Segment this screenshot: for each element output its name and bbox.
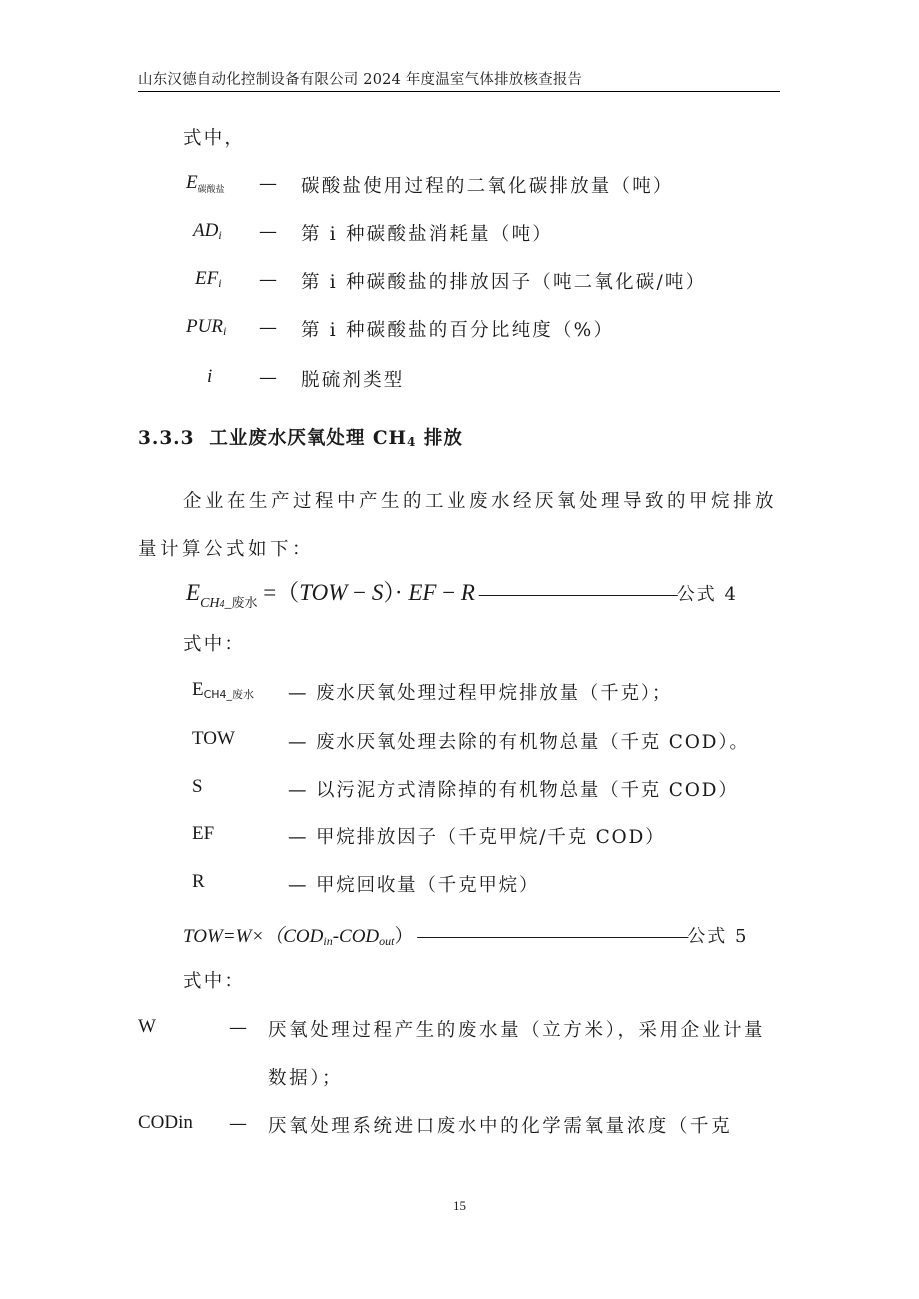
def3-desc-cont: 数据）； bbox=[268, 1068, 344, 1089]
def-symbol-i: i bbox=[207, 366, 213, 387]
formula-4-label: 公式 4 bbox=[676, 584, 738, 605]
def3-symbol-w: W bbox=[138, 1016, 156, 1037]
def3-desc: 厌氧处理系统进口废水中的化学需氧量浓度（千克 bbox=[268, 1116, 733, 1137]
section-heading bbox=[138, 424, 463, 450]
where-label-3: 式中： bbox=[183, 971, 246, 992]
def-desc: 碳酸盐使用过程的二氧化碳排放量（吨） bbox=[301, 176, 674, 197]
def2-symbol-ef: EF bbox=[192, 823, 215, 844]
def2-desc: — 废水厌氧处理过程甲烷排放量（千克）； bbox=[288, 683, 673, 704]
def3-dash: — bbox=[229, 1017, 247, 1038]
page-number: 15 bbox=[453, 1198, 466, 1213]
where-label-2: 式中： bbox=[183, 634, 246, 655]
def-symbol-e-carbonate: $E_{碳酸盐}$ bbox=[186, 172, 225, 194]
paragraph-line-1: 企业在生产过程中产生的工业废水经厌氧处理导致的甲烷排放 bbox=[183, 491, 778, 512]
def2-symbol-tow: TOW bbox=[192, 728, 235, 749]
paragraph-line-2: 量计算公式如下： bbox=[138, 539, 315, 560]
formula-4: $E_{CH4\_废水} =(TOW - S)\cdot$ EF − R ———————————公式 4 bbox=[186, 580, 738, 611]
section-number: 3.3.3 bbox=[138, 428, 195, 449]
formula-5-label: 公式 5 bbox=[687, 926, 749, 947]
def-desc: 第 i 种碳酸盐的百分比纯度（%） bbox=[301, 320, 615, 341]
def-desc: 第 i 种碳酸盐消耗量（吨） bbox=[301, 224, 553, 245]
def-symbol-ef: $EF_i$ bbox=[195, 268, 222, 290]
page-header: 山东汉德自动化控制设备有限公司 2024 年度温室气体排放核查报告 bbox=[138, 72, 583, 88]
def-dash: — bbox=[259, 367, 277, 388]
def2-desc: — 废水厌氧处理去除的有机物总量（千克 COD）。 bbox=[288, 732, 750, 753]
def2-desc: — 以污泥方式清除掉的有机物总量（千克 COD） bbox=[288, 780, 739, 801]
def2-symbol-e: $E_{CH4\_废水}$ bbox=[192, 679, 255, 701]
formula-5: TOW=W×（CODin-CODout） ———————————————公式 5 bbox=[183, 926, 749, 948]
section-title-suffix: 排放 bbox=[416, 428, 463, 449]
def3-dash: — bbox=[229, 1113, 247, 1134]
def3-desc: 厌氧处理过程产生的废水量（立方米），采用企业计量 bbox=[268, 1020, 766, 1041]
def-dash: — bbox=[259, 269, 277, 290]
def-dash: — bbox=[259, 221, 277, 242]
def2-symbol-r: R bbox=[192, 871, 205, 892]
header-rule bbox=[138, 91, 780, 92]
def2-desc: — 甲烷回收量（千克甲烷） bbox=[288, 875, 540, 896]
def-desc: 第 i 种碳酸盐的排放因子（吨二氧化碳/吨） bbox=[301, 272, 707, 293]
section-title: 工业废水厌氧处理 CH bbox=[209, 428, 408, 449]
where-label-1: 式中， bbox=[183, 128, 246, 149]
def2-desc: — 甲烷排放因子（千克甲烷/千克 COD） bbox=[288, 827, 666, 848]
formula-4-lhs: E bbox=[186, 580, 201, 605]
def2-symbol-s: S bbox=[192, 776, 203, 797]
section-title-subscript: 4 bbox=[407, 435, 417, 449]
def-symbol-ad: $AD_i$ bbox=[193, 220, 222, 242]
def-symbol-pur: $PUR_i$ bbox=[186, 316, 227, 338]
def3-symbol-codin: CODin bbox=[138, 1112, 193, 1133]
def-desc: 脱硫剂类型 bbox=[301, 370, 405, 391]
def-dash: — bbox=[259, 317, 277, 338]
def-dash: — bbox=[259, 173, 277, 194]
